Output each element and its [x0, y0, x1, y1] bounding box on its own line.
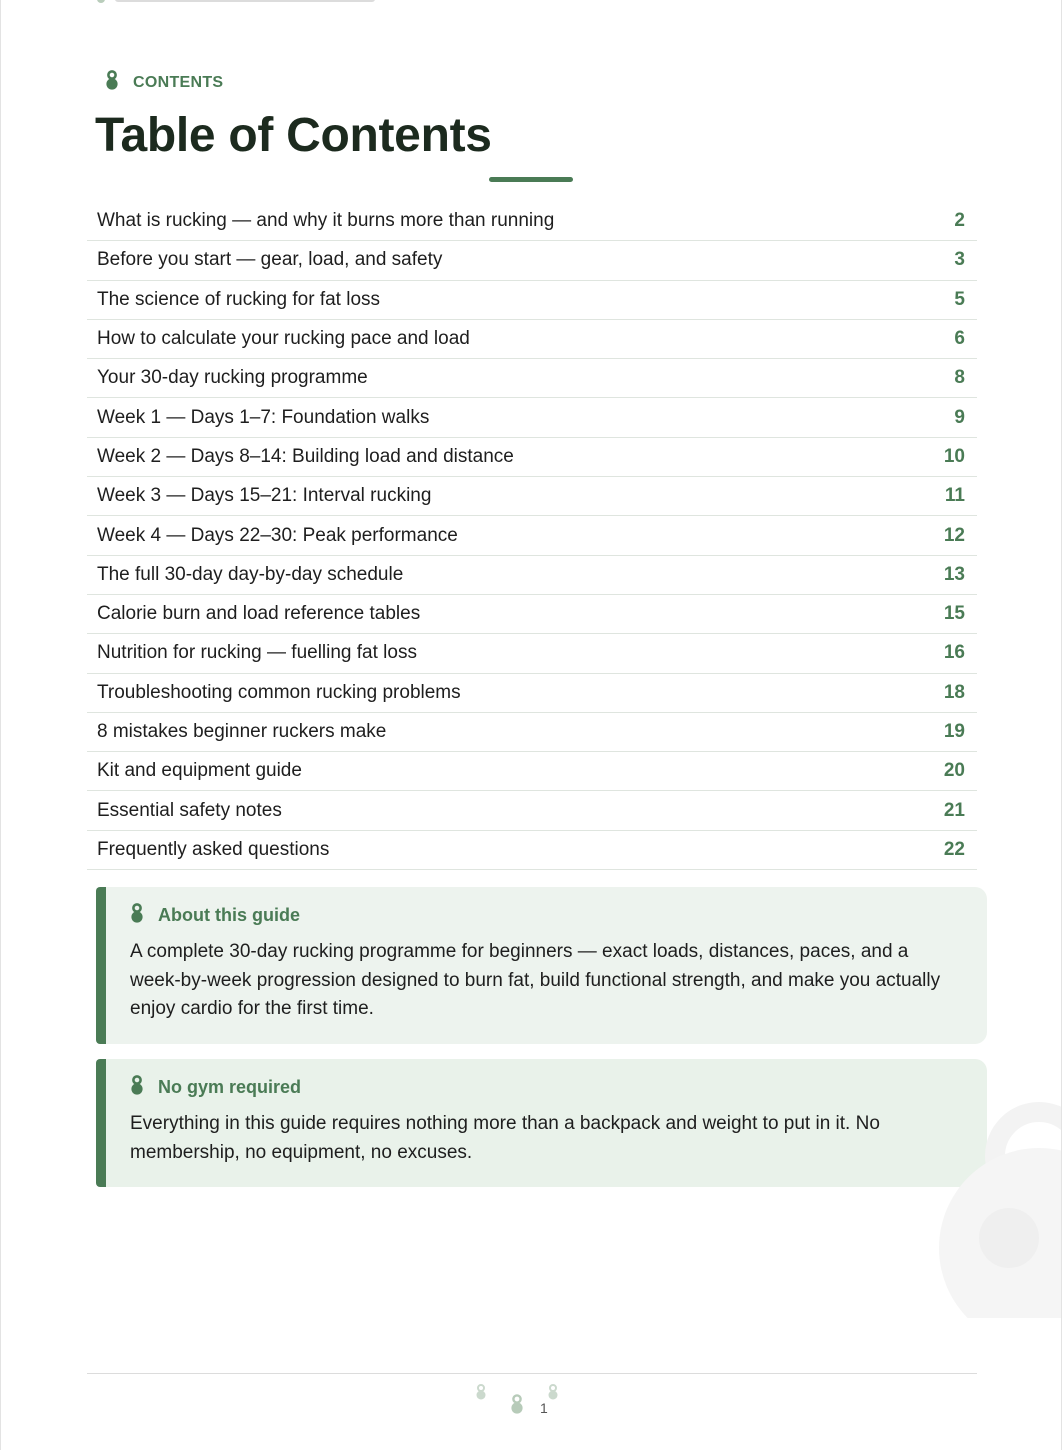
- toc-entry[interactable]: [87, 752, 977, 791]
- page-title: Table of Contents: [95, 109, 492, 162]
- toc-entry-page: 18: [943, 681, 965, 703]
- toc-entry[interactable]: [87, 556, 977, 595]
- toc-entry[interactable]: [87, 202, 977, 241]
- page-number: 1: [540, 1400, 548, 1416]
- toc-entry-page: 6: [954, 328, 965, 350]
- toc-entry[interactable]: [87, 241, 977, 280]
- toc-entry-page: 19: [943, 721, 965, 742]
- toc-entry-page: 9: [954, 406, 965, 428]
- kettlebell-icon: [105, 70, 119, 95]
- toc-entry[interactable]: [87, 398, 977, 437]
- toc-entry-title: What is rucking — and why it burns more than running: [97, 210, 555, 232]
- eyebrow-label: CONTENTS: [133, 73, 224, 91]
- toc-entry-page: 12: [943, 524, 965, 546]
- callout-title: About this guide: [158, 905, 300, 925]
- toc-entry-title: Week 4 — Days 22–30: Peak performance: [97, 524, 458, 546]
- callout-title: No gym required: [158, 1077, 302, 1097]
- toc-entry[interactable]: [87, 831, 977, 870]
- toc-entry-title: Week 1 — Days 1–7: Foundation walks: [97, 406, 430, 428]
- header-text-fragment: [115, 0, 375, 2]
- toc-entry[interactable]: [87, 595, 977, 634]
- toc-entry-title: Your 30-day rucking programme: [97, 367, 368, 389]
- toc-entry-title: Nutrition for rucking — fuelling fat loss: [97, 642, 417, 664]
- toc-entry[interactable]: [87, 320, 977, 359]
- toc-entry[interactable]: [87, 516, 977, 555]
- toc-entry-page: 16: [943, 642, 965, 664]
- toc-entry-title: Essential safety notes: [97, 799, 282, 821]
- toc-entry-page: 22: [943, 838, 965, 860]
- cut-off-running-header: [97, 0, 375, 6]
- about-callout: [96, 887, 987, 1044]
- toc-entry-title: The full 30-day day-by-day schedule: [97, 563, 404, 585]
- toc-entry[interactable]: [87, 791, 977, 830]
- toc-entry-title: Before you start — gear, load, and safety: [97, 249, 443, 271]
- toc-entry-title: How to calculate your rucking pace and load: [97, 328, 470, 350]
- title-underline: [489, 177, 573, 182]
- callout-header: [130, 1075, 963, 1100]
- toc-entry[interactable]: [87, 477, 977, 516]
- toc-entry[interactable]: [87, 438, 977, 477]
- toc-entry-page: 2: [954, 210, 965, 232]
- toc-entry[interactable]: [87, 359, 977, 398]
- toc-entry-title: Week 2 — Days 8–14: Building load and distance: [97, 445, 514, 467]
- footer-kettlebells-icon: [471, 1382, 571, 1418]
- kettlebell-icon: [130, 1075, 144, 1100]
- toc-entry-title: 8 mistakes beginner ruckers make: [97, 721, 387, 742]
- toc-entry-page: 10: [943, 445, 965, 467]
- toc-entry-page: 8: [954, 367, 965, 389]
- toc-entry-title: Kit and equipment guide: [97, 760, 302, 782]
- kettlebell-icon: [130, 903, 144, 928]
- toc-entry-page: 21: [943, 799, 965, 821]
- toc-entry[interactable]: [87, 713, 977, 752]
- toc-entry-title: Troubleshooting common rucking problems: [97, 681, 461, 703]
- toc-entry-page: 11: [944, 485, 965, 507]
- table-of-contents: [87, 202, 977, 870]
- no-gym-callout: [96, 1059, 987, 1187]
- toc-entry-page: 5: [954, 288, 965, 310]
- toc-entry[interactable]: [87, 634, 977, 673]
- toc-entry-title: Calorie burn and load reference tables: [97, 603, 421, 625]
- toc-entry[interactable]: [87, 674, 977, 713]
- section-eyebrow: [105, 70, 223, 95]
- toc-entry-title: Frequently asked questions: [97, 838, 330, 860]
- toc-entry-page: 15: [943, 603, 965, 625]
- callout-body: Everything in this guide requires nothing more than a backpack and weight to put in it. No membership, no equipment, no excuses.: [130, 1113, 880, 1163]
- toc-entry-page: 13: [943, 563, 965, 585]
- header-dot: [97, 0, 105, 3]
- callout-body: A complete 30-day rucking programme for beginners — exact loads, distances, paces, and a week-by-week progression designed to burn fat, build functional strength, and make you actually enjoy cardio for the first time.: [130, 941, 941, 1019]
- toc-entry-page: 20: [943, 760, 965, 782]
- footer-divider: [87, 1373, 977, 1374]
- toc-entry[interactable]: [87, 281, 977, 320]
- toc-entry-page: 3: [954, 249, 965, 271]
- toc-entry-title: Week 3 — Days 15–21: Interval rucking: [97, 485, 432, 507]
- toc-entry-title: The science of rucking for fat loss: [97, 288, 381, 310]
- callout-header: [130, 903, 963, 928]
